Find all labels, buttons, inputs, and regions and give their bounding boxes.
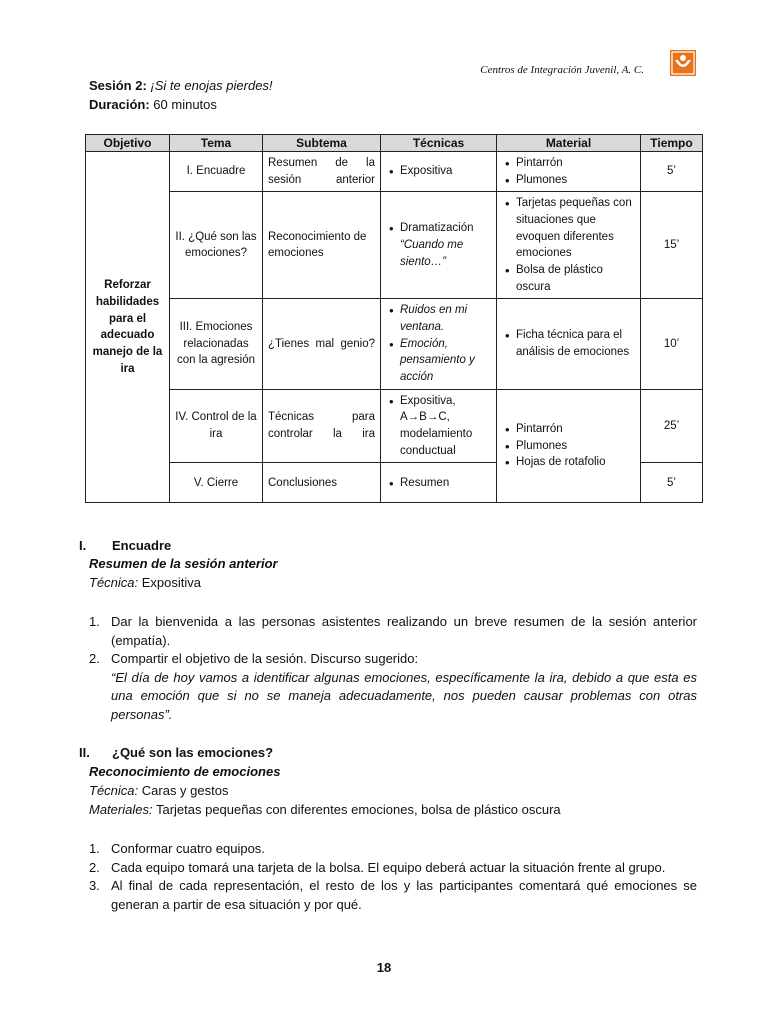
material-item: • Hojas de rotafolio — [516, 454, 635, 471]
header-objetivo: Objetivo — [86, 135, 170, 152]
list-item — [89, 877, 697, 914]
shared-material-cell — [497, 389, 641, 503]
section-2-tecnica — [89, 783, 228, 798]
table-header-row — [86, 135, 703, 152]
table-row — [86, 389, 703, 463]
page-number: 18 — [376, 960, 392, 975]
material-item: • Plumones — [516, 438, 635, 455]
material-cell — [497, 299, 641, 389]
tiempo-cell: 5’ — [641, 463, 703, 503]
header-tecnicas: Técnicas — [381, 135, 497, 152]
tecnicas-cell — [381, 463, 497, 503]
tecnica-item: • Emoción, pensamiento y acción — [400, 336, 491, 386]
section-1-tecnica — [89, 575, 201, 590]
item-text: Cada equipo tomará una tarjeta de la bolsa. El equipo deberá actuar la situación frente al grupo. — [111, 859, 666, 875]
subtema-cell: Resumen de la sesión anterior — [263, 152, 381, 192]
section-1-numeral: I. — [79, 538, 87, 553]
section-1-steps — [89, 613, 697, 724]
list-item — [89, 650, 697, 724]
item-number: 3. — [89, 878, 100, 893]
tecnica-main: Dramatización — [400, 222, 474, 235]
material-item: • Pintarrón — [516, 155, 635, 172]
tecnicas-cell — [381, 152, 497, 192]
item-number: 2. — [89, 651, 100, 666]
table-row — [86, 192, 703, 299]
organization-logo — [670, 50, 696, 76]
list-item — [89, 840, 697, 859]
section-2-title: ¿Qué son las emociones? — [112, 745, 274, 760]
list-item — [89, 859, 697, 878]
tecnica-value: Expositiva — [141, 575, 202, 590]
item-number: 1. — [89, 841, 100, 856]
material-item: • Bolsa de plástico oscura — [516, 262, 635, 295]
subtema-cell: Conclusiones — [263, 463, 381, 503]
tema-cell: III. Emociones relacionadas con la agresión — [170, 299, 263, 389]
subtema-cell: Técnicas para controlar la ira — [263, 389, 381, 463]
tecnica-item — [400, 220, 491, 270]
tecnica-label: Técnica: — [89, 783, 139, 798]
table-row — [86, 299, 703, 389]
item-number: 2. — [89, 859, 100, 875]
tiempo-cell: 25’ — [641, 389, 703, 463]
material-item: • Ficha técnica para el análisis de emociones — [516, 327, 635, 360]
tecnica-item: • Expositiva — [400, 163, 491, 180]
material-cell — [497, 152, 641, 192]
materiales-value: Tarjetas pequeñas con diferentes emociones, bolsa de plástico oscura — [155, 802, 561, 817]
page-header — [480, 50, 700, 80]
section-1-subtitle: Resumen de la sesión anterior — [89, 556, 278, 571]
suggested-speech: “El día de hoy vamos a identificar algunas emociones, específicamente la ira, debido a que esta es una emoción que si no se maneja adecuadamente, nos pueden causar problemas con otras personas”. — [111, 669, 697, 722]
material-item: • Pintarrón — [516, 421, 635, 438]
tema-cell: I. Encuadre — [170, 152, 263, 192]
tecnicas-cell — [381, 192, 497, 299]
section-2-materiales — [89, 802, 561, 817]
duration-value: 60 minutos — [153, 97, 217, 112]
item-text: Dar la bienvenida a las personas asistentes realizando un breve resumen de la sesión anterior (empatía). — [111, 614, 697, 648]
section-1-title: Encuadre — [112, 538, 172, 553]
tecnicas-cell — [381, 389, 497, 463]
header-tema: Tema — [170, 135, 263, 152]
subtema-cell: Reconocimiento de emociones — [263, 192, 381, 299]
tecnica-item: • Expositiva, A→B→C, modelamiento conductual — [400, 393, 491, 460]
session-duration-line — [89, 97, 217, 112]
tiempo-cell: 5’ — [641, 152, 703, 192]
tecnica-quote: “Cuando me siento…” — [400, 239, 464, 268]
header-subtema: Subtema — [263, 135, 381, 152]
tema-cell: II. ¿Qué son las emociones? — [170, 192, 263, 299]
section-2-numeral: II. — [79, 745, 90, 760]
header-tiempo: Tiempo — [641, 135, 703, 152]
session-title: ¡Si te enojas pierdes! — [150, 78, 273, 93]
material-cell — [497, 192, 641, 299]
section-2-heading — [79, 745, 273, 760]
item-text: Compartir el objetivo de la sesión. Discurso sugerido: — [111, 651, 419, 666]
session-title-line — [89, 78, 273, 93]
tecnica-item: • Resumen — [400, 475, 491, 492]
organization-name: Centros de Integración Juvenil, A. C. — [480, 64, 644, 76]
tema-cell: IV. Control de la ira — [170, 389, 263, 463]
tecnica-item: • Ruidos en mi ventana. — [400, 302, 491, 335]
tema-cell: V. Cierre — [170, 463, 263, 503]
item-number: 1. — [89, 614, 100, 629]
section-2-steps — [89, 840, 697, 914]
section-2-subtitle: Reconocimiento de emociones — [89, 764, 281, 779]
table-row — [86, 152, 703, 192]
item-text: Conformar cuatro equipos. — [111, 841, 265, 856]
header-material: Material — [497, 135, 641, 152]
section-1-heading — [79, 538, 171, 553]
session-label: Sesión 2: — [89, 78, 147, 93]
material-item: • Tarjetas pequeñas con situaciones que evoquen diferentes emociones — [516, 195, 635, 262]
tecnica-value: Caras y gestos — [141, 783, 229, 798]
duration-label: Duración: — [89, 97, 150, 112]
tecnicas-cell — [381, 299, 497, 389]
subtema-cell: ¿Tienes mal genio? — [263, 299, 381, 389]
objective-cell: Reforzar habilidades para el adecuado manejo de la ira — [86, 152, 170, 503]
tiempo-cell: 15’ — [641, 192, 703, 299]
item-text: Al final de cada representación, el resto de los y las participantes comentará qué emociones se generan a partir de esa situación y por qué. — [111, 878, 697, 912]
material-item: • Plumones — [516, 172, 635, 189]
list-item — [89, 613, 697, 650]
tiempo-cell: 10’ — [641, 299, 703, 389]
tecnica-label: Técnica: — [89, 575, 139, 590]
session-plan-table — [85, 134, 703, 503]
materiales-label: Materiales: — [89, 802, 153, 817]
